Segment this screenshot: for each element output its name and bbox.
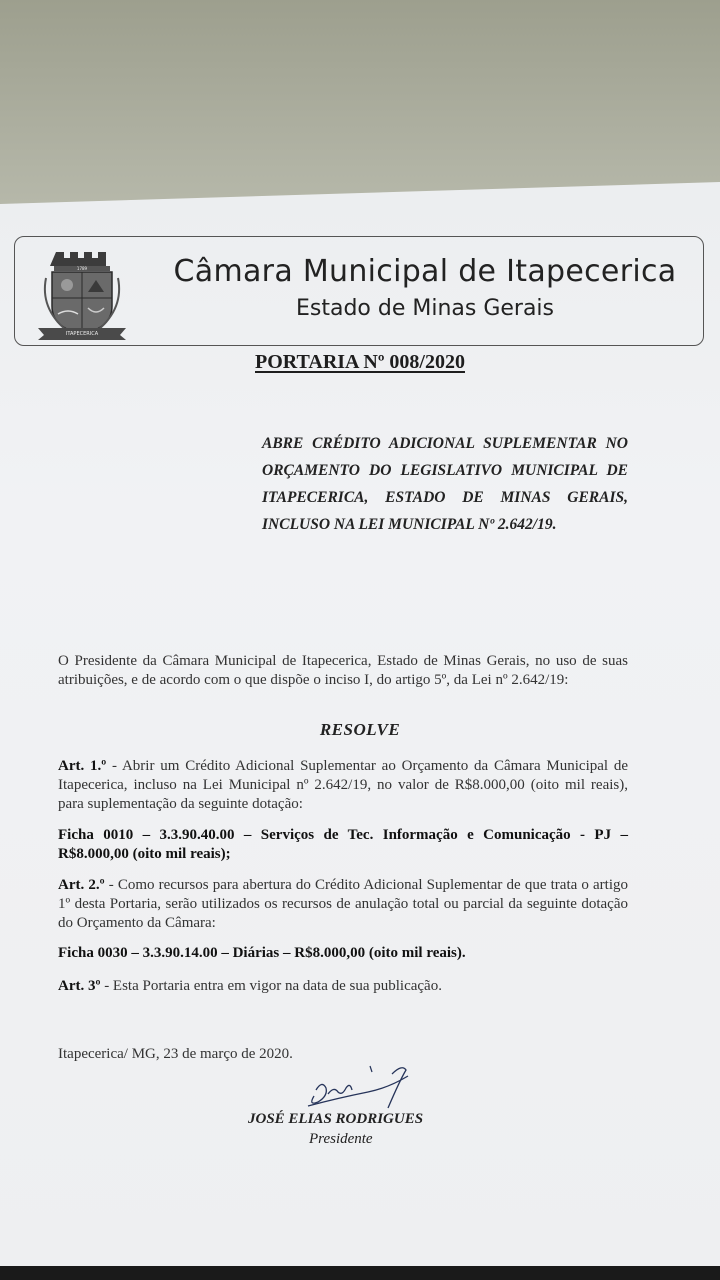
- resolve-heading: RESOLVE: [319, 720, 401, 739]
- ficha-1: [58, 826, 628, 864]
- article-2-text: - Como recursos para abertura do Crédito Adicional Suplementar de que trata o artigo 1º desta Portaria, serão utilizados os recursos de anulação total ou parcial da seguinte dotação do Orçamento da Câmara:: [58, 877, 629, 931]
- organization-state: Estado de Minas Gerais: [295, 296, 555, 321]
- signatory-role: Presidente: [309, 1131, 373, 1147]
- article-1-text: - Abrir um Crédito Adicional Suplementar ao Orçamento da Câmara Municipal de Itapecerica, incluso na Lei Municipal nº 2.642/19, no valor de R$8.000,00 (oito mil reais), para suplementação da seguinte dotação:: [58, 758, 629, 812]
- article-3-text: - Esta Portaria entra em vigor na data de sua publicação.: [100, 978, 442, 994]
- svg-text:ITAPECERICA: ITAPECERICA: [65, 331, 99, 337]
- article-1: [58, 757, 628, 814]
- preamble-paragraph: O Presidente da Câmara Municipal de Itapecerica, Estado de Minas Gerais, no uso de suas atribuições, e de acordo com o que dispõe o inciso I, do artigo 5º, da Lei nº 2.642/19:: [58, 653, 628, 688]
- document-title: [0, 351, 720, 374]
- bottom-edge: [0, 1266, 720, 1280]
- ficha-2: [58, 944, 628, 963]
- article-3: [58, 977, 628, 996]
- document-title-text: PORTARIA Nº 008/2020: [255, 351, 465, 373]
- svg-text:1789: 1789: [76, 266, 88, 271]
- article-3-label: Art. 3º: [58, 978, 101, 994]
- place-date: Itapecerica/ MG, 23 de março de 2020.: [58, 1046, 293, 1062]
- ficha-2-text: Ficha 0030 – 3.3.90.14.00 – Diárias – R$8.000,00 (oito mil reais).: [58, 945, 466, 961]
- article-1-label: Art. 1.º: [58, 758, 107, 774]
- article-2-label: Art. 2.º: [58, 877, 105, 893]
- ficha-1-text: Ficha 0010 – 3.3.90.40.00 – Serviços de Tec. Informação e Comunicação - PJ – R$8.000,00 (oito mil reais);: [58, 827, 628, 862]
- article-2: [58, 876, 628, 933]
- signatory-name: JOSÉ ELIAS RODRIGUES: [248, 1111, 424, 1127]
- municipal-crest-icon: [32, 248, 132, 340]
- organization-name: Câmara Municipal de Itapecerica: [173, 254, 677, 289]
- ementa-summary: ABRE CRÉDITO ADICIONAL SUPLEMENTAR NO ORÇAMENTO DO LEGISLATIVO MUNICIPAL DE ITAPECERICA, ESTADO DE MINAS GERAIS, INCLUSO NA LEI MUNICIPAL Nº 2.642/19.: [262, 435, 628, 533]
